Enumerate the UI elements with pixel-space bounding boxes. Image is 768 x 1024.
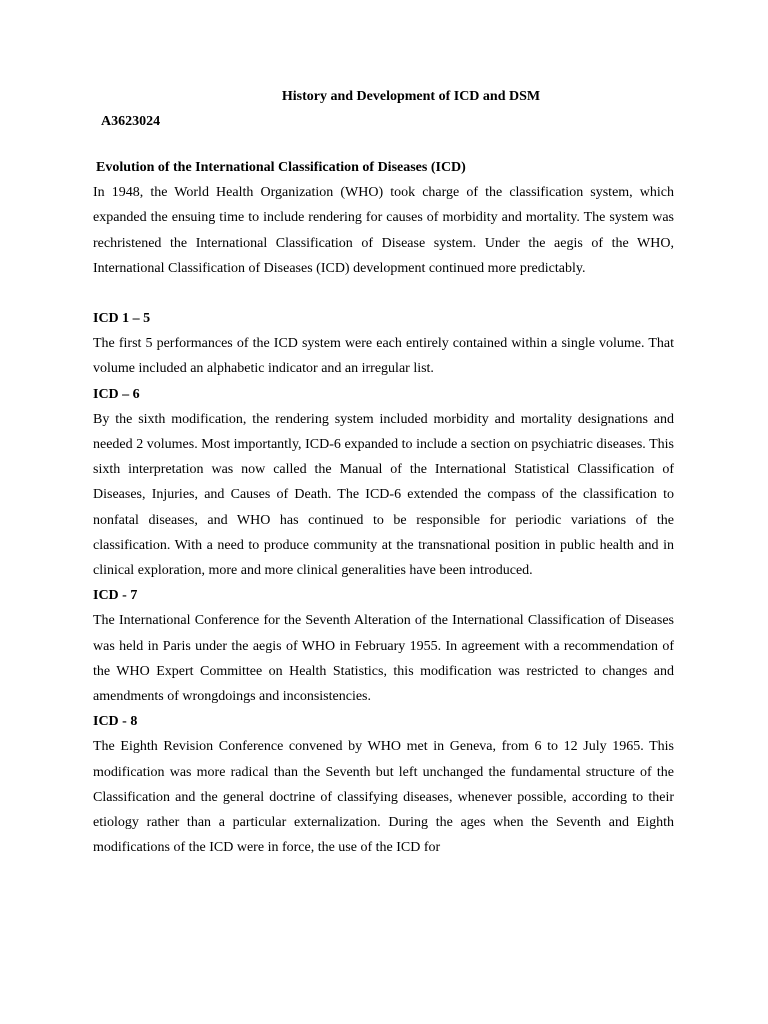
paragraph-icd-6: By the sixth modification, the rendering system included morbidity and mortality designations and needed 2 volumes. Most importantly, ICD-6 expanded to include a section on psychiatric diseases. This sixth interpretation was now called the Manual of the International Statistical Classification of Diseases, Injuries, and Causes of Death. The ICD-6 extended the compass of the classification to nonfatal diseases, and WHO has continued to be responsible for periodic variations of the classification. With a need to produce community at the transnational position in public health and in clinical exploration, more and more clinical generalities have been introduced. xyxy=(93,411,674,579)
document-title: History and Development of ICD and DSM xyxy=(281,89,541,104)
section-heading: Evolution of the International Classification of Diseases (ICD) xyxy=(96,160,466,175)
heading-icd-7: ICD - 7 xyxy=(93,588,138,604)
paragraph-icd-8: The Eighth Revision Conference convened by WHO met in Geneva, from 6 to 12 July 1965. This modification was more radical than the Seventh but left unchanged the fundamental structure of the Classification and the general doctrine of classifying diseases, whenever possible, according to their etiology rather than a particular externalization. During the ages when the Seventh and Eighth modifications of the ICD were in force, the use of the ICD for xyxy=(93,739,674,856)
intro-paragraph: In 1948, the World Health Organization (WHO) took charge of the classification system, which expanded the ensuing time to include rendering for causes of morbidity and mortality. The system was rechristened the International Classification of Disease system. Under the aegis of the WHO, International Classification of Diseases (ICD) development continued more predictably. xyxy=(93,185,674,276)
heading-icd-8: ICD - 8 xyxy=(93,714,138,730)
heading-icd-1-5: ICD 1 – 5 xyxy=(93,311,151,327)
heading-icd-6: ICD – 6 xyxy=(93,386,140,402)
document-page xyxy=(93,86,674,860)
document-id: A3623024 xyxy=(101,114,161,129)
paragraph-icd-7: The International Conference for the Seventh Alteration of the International Classification of Diseases was held in Paris under the aegis of WHO in February 1955. In agreement with a recommendation of the WHO Expert Committee on Health Statistics, this modification was restricted to changes and amendments of wrongdoings and inconsistencies. xyxy=(93,613,674,705)
paragraph-icd-1-5: The first 5 performances of the ICD system were each entirely contained within a single volume. That volume included an alphabetic indicator and an irregular list. xyxy=(93,336,674,377)
